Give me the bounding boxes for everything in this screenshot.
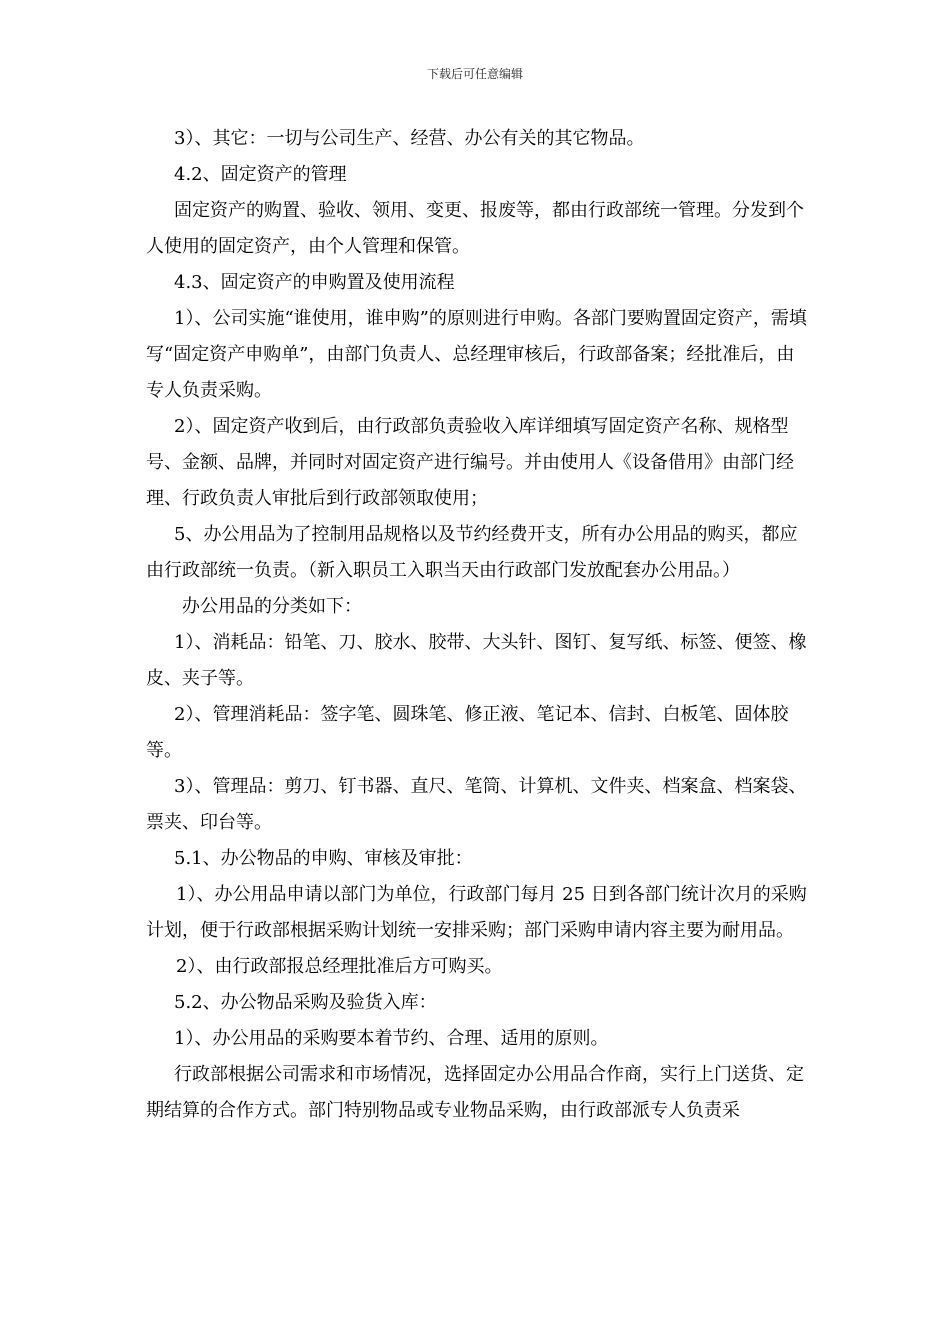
paragraph-asset-management: 固定资产的购置、验收、领用、变更、报废等，都由行政部统一管理。分发到个人使用的固定资产，由个人管理和保管。 [146,200,804,257]
paragraph-office-supplies: 5、办公用品为了控制用品规格以及节约经费开支，所有办公用品的购买，都应由行政部统一负责。（新入职员工入职当天由行政部门发放配套办公用品。） [146,524,798,581]
heading-4-3: 4.3、固定资产的申购置及使用流程 [174,272,455,293]
paragraph-asset-receipt: 2）、固定资产收到后，由行政部负责验收入库详细填写固定资产名称、规格型号、金额、品牌，并同时对固定资产进行编号。并由使用人《设备借用》由部门经理、行政负责人审批后到行政部领取使用； [146,416,794,509]
paragraph-purchase-principle: 1）、办公用品的采购要本着节约、合理、适用的原则。 [174,1028,609,1049]
paragraph-other-items: 3）、其它：一切与公司生产、经营、办公有关的其它物品。 [174,128,645,149]
heading-5-1: 5.1、办公物品的申购、审核及审批： [174,848,473,869]
paragraph-asset-request: 1）、公司实施“谁使用，谁申购”的原则进行申购。各部门要购置固定资产，需填写“固定资产申购单”，由部门负责人、总经理审核后，行政部备案；经批准后，由专人负责采购。 [146,308,807,401]
paragraph-supplier-selection: 行政部根据公司需求和市场情况，选择固定办公用品合作商，实行上门送货、定期结算的合作方式。部门特别物品或专业物品采购，由行政部派专人负责采 [146,1064,804,1121]
page-header: 下载后可任意编辑 [426,67,523,81]
paragraph-managed-items: 3）、管理品：剪刀、钉书器、直尺、笔筒、计算机、文件夹、档案盒、档案袋、票夹、印台等。 [146,776,807,833]
paragraph-supplies-application: 1）、办公用品申请以部门为单位，行政部门每月 25 日到各部门统计次月的采购计划，便于行政部根据采购计划统一安排采购；部门采购申请内容主要为耐用品。 [146,884,807,941]
heading-4-2: 4.2、固定资产的管理 [174,164,347,185]
document-body [146,121,811,1129]
paragraph-approval: 2）、由行政部报总经理批准后方可购买。 [176,956,503,977]
paragraph-managed-consumables: 2）、管理消耗品：签字笔、圆珠笔、修正液、笔记本、信封、白板笔、固体胶等。 [146,704,789,761]
heading-5-2: 5.2、办公物品采购及验货入库： [174,992,437,1013]
paragraph-consumables: 1）、消耗品：铅笔、刀、胶水、胶带、大头针、图钉、复写纸、标签、便签、橡皮、夹子等。 [146,632,807,689]
paragraph-supplies-classification: 办公用品的分类如下： [182,596,362,617]
